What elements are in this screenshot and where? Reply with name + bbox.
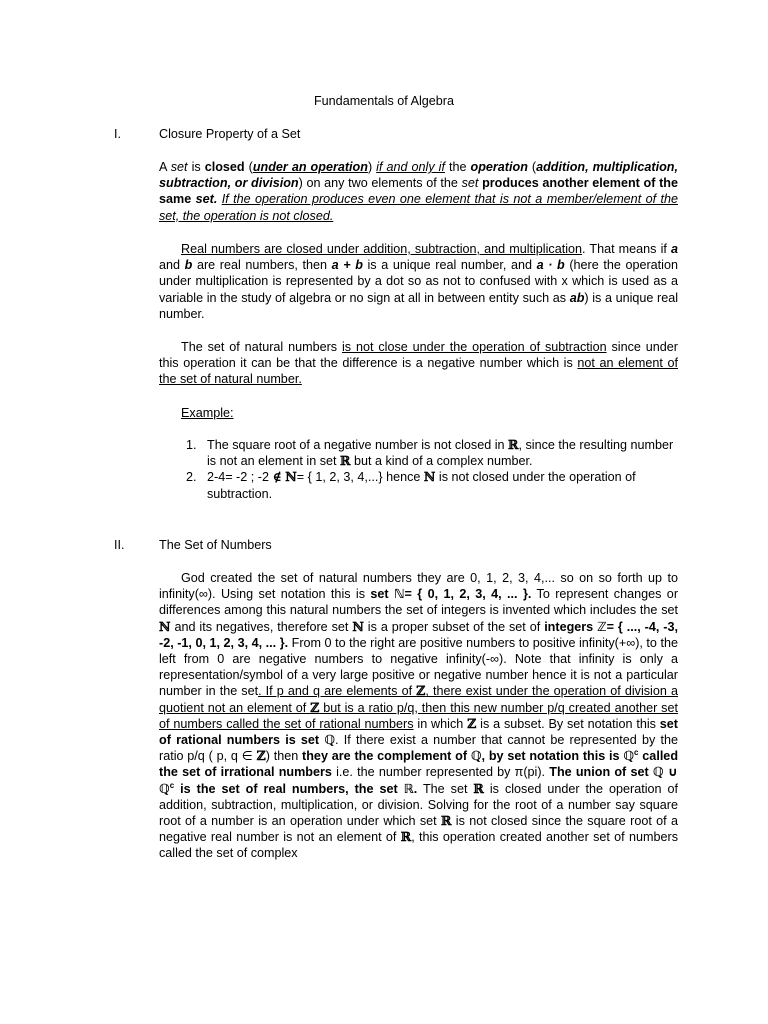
- section-1-heading: Closure Property of a Set: [159, 127, 301, 141]
- section-2-heading: The Set of Numbers: [159, 538, 272, 552]
- list-item: 1. The square root of a negative number is not closed in ℝ, since the resulting number is not an element in set ℝ but a kind of a complex number.: [186, 437, 674, 469]
- natural-numbers-paragraph: The set of natural numbers is not close under the operation of subtraction since under this operation it can be that the difference is a negative number which is not an element of the set of natural number.: [159, 340, 678, 387]
- document-title: Fundamentals of Algebra: [313, 94, 455, 108]
- real-numbers-paragraph: Real numbers are closed under addition, subtraction, and multiplication. That means if a and b are real numbers, then a + b is a unique real number, and a · b (here the operation under multiplication is represented by a dot so as not to confused with x which is used as a variable in the study of algebra or no sign at all in between entity such as ab) is a unique real number.: [159, 242, 678, 321]
- section-1-numeral: I.: [114, 127, 121, 141]
- section-2-numeral: II.: [114, 538, 125, 552]
- set-of-numbers-paragraph: God created the set of natural numbers they are 0, 1, 2, 3, 4,... so on so forth up to infinity(∞). Using set notation this is set ℕ= { 0, 1, 2, 3, 4, ... }. To represent changes or differences among this natural numbers the set of integers is invented which includes the set ℕ and its negatives, therefore set ℕ is a proper subset of the set of integers ℤ= { ..., -4, -3, -2, -1, 0, 1, 2, 3, 4, ... }. From 0 to the right are positive numbers to positive infinity(+∞), to the left from 0 are negative numbers to negative infinity(-∞). Note that infinity is only a representation/symbol of a very large positive or negative number hence it is not a particular number in the set. If p and q are elements of ℤ, there exist under the operation of division a quotient not an element of ℤ but is a ratio p/q, then this new number p/q created another set of numbers called the set of rational numbers in which ℤ is a subset. By set notation this set of rational numbers is set ℚ. If there exist a number that cannot be represented by the ratio p/q ( p, q ∈ ℤ) then they are the complement of ℚ, by set notation this is ℚ$^c$ called the set of irrational numbers i.e. the number represented by π(pi). The union of set ℚ ∪ ℚ$^c$ is the set of real numbers, the set ℝ. The set ℝ is closed under the operation of addition, subtraction, multiplication, or division. Solving for the root of a number say square root of a number is an operation under which set ℝ is not closed since the square root of a negative real number is not an element of ℝ, this operation created another set of numbers called the set of complex: [159, 571, 679, 861]
- example-list: [181, 437, 678, 502]
- closure-definition-paragraph: A set is closed (under an operation) if and only if the operation (addition, multiplication, subtraction, or division) on any two elements of the set produces another element of the same set. If the operation produces even one element that is not a member/element of the set, the operation is not closed.: [159, 160, 679, 223]
- example-label: Example:: [181, 406, 234, 420]
- list-item: 2. 2-4= -2 ; -2 ∉ ℕ= { 1, 2, 3, 4,...} hence ℕ is not closed under the operation of subtraction.: [186, 469, 636, 501]
